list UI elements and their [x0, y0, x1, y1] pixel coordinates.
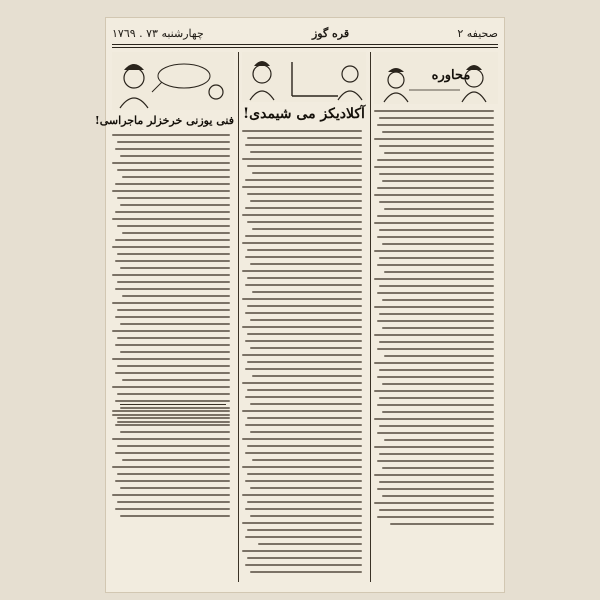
text-line [382, 495, 494, 497]
text-line [112, 386, 230, 388]
text-line [382, 180, 494, 182]
text-line [120, 487, 230, 489]
text-line [115, 424, 230, 426]
text-line [245, 452, 362, 454]
text-line [379, 397, 494, 399]
text-line [374, 222, 494, 224]
text-line [112, 410, 230, 412]
text-line [247, 361, 362, 363]
text-line [377, 187, 494, 189]
text-line [382, 299, 494, 301]
text-line [250, 515, 362, 517]
text-line [245, 256, 362, 258]
text-line [117, 417, 230, 419]
text-line [117, 225, 230, 227]
text-line [242, 186, 362, 188]
text-line [379, 229, 494, 231]
text-line [115, 260, 230, 262]
text-line [115, 452, 230, 454]
text-line [117, 473, 230, 475]
column-rule-right [370, 52, 371, 582]
text-line [382, 243, 494, 245]
text-line [242, 158, 362, 160]
text-line [245, 424, 362, 426]
text-line [377, 404, 494, 406]
masthead-issue-label: چهارشنبه ۷۳ . ١٧٦٩ [112, 26, 204, 40]
text-line [377, 292, 494, 294]
text-line [245, 235, 362, 237]
text-line [117, 445, 230, 447]
text-line [117, 141, 230, 143]
text-line [374, 362, 494, 364]
text-line [382, 327, 494, 329]
text-line [242, 326, 362, 328]
text-line [384, 208, 494, 210]
text-line [252, 375, 362, 377]
text-line [250, 403, 362, 405]
text-line [377, 264, 494, 266]
text-line [379, 453, 494, 455]
text-line [374, 306, 494, 308]
text-line [250, 487, 362, 489]
text-line [377, 432, 494, 434]
text-line [122, 295, 230, 297]
text-line [245, 144, 362, 146]
text-line [374, 250, 494, 252]
text-line [242, 382, 362, 384]
text-line [377, 159, 494, 161]
text-line [242, 298, 362, 300]
text-line [247, 445, 362, 447]
text-line [122, 176, 230, 178]
text-line [247, 165, 362, 167]
text-line [112, 246, 230, 248]
text-line [120, 407, 230, 409]
text-line [377, 215, 494, 217]
text-line [242, 522, 362, 524]
text-line [382, 131, 494, 133]
text-line [247, 277, 362, 279]
left-column-text-2 [112, 410, 234, 522]
text-line [382, 467, 494, 469]
text-line [247, 249, 362, 251]
left-illustration [112, 52, 234, 110]
text-line [242, 270, 362, 272]
text-line [258, 543, 362, 545]
text-line [112, 190, 230, 192]
masthead-page-label: صحيفه ٢ [457, 26, 498, 40]
column-left [94, 52, 234, 584]
text-line [374, 166, 494, 168]
text-line [242, 438, 362, 440]
text-line [245, 340, 362, 342]
masthead-rule [112, 44, 498, 45]
text-line [115, 400, 230, 402]
text-line [247, 221, 362, 223]
masthead [112, 24, 498, 42]
center-illustration-drawing [242, 52, 366, 102]
text-line [247, 529, 362, 531]
text-line [117, 281, 230, 283]
text-line [242, 466, 362, 468]
center-column-heading: آكلاديكز مى شيمدى! [243, 106, 365, 122]
text-line [120, 431, 230, 433]
text-line [115, 316, 230, 318]
text-line [384, 152, 494, 154]
text-line [117, 501, 230, 503]
text-line [247, 473, 362, 475]
text-line [390, 523, 494, 525]
text-line [242, 130, 362, 132]
text-line [112, 358, 230, 360]
text-line [117, 393, 230, 395]
text-line [245, 508, 362, 510]
text-line [250, 151, 362, 153]
column-rule-left [238, 52, 239, 582]
text-line [384, 271, 494, 273]
text-line [117, 197, 230, 199]
text-line [112, 494, 230, 496]
text-line [245, 179, 362, 181]
text-line [382, 411, 494, 413]
text-line [112, 302, 230, 304]
text-line [252, 291, 362, 293]
text-line [374, 446, 494, 448]
text-line [379, 425, 494, 427]
text-line [250, 263, 362, 265]
text-line [374, 334, 494, 336]
text-line [247, 305, 362, 307]
text-line [115, 239, 230, 241]
text-line [120, 515, 230, 517]
text-line [117, 169, 230, 171]
text-line [250, 571, 362, 573]
left-column-text [112, 134, 234, 428]
text-line [115, 372, 230, 374]
text-line [245, 368, 362, 370]
text-line [250, 347, 362, 349]
text-line [245, 284, 362, 286]
text-line [379, 145, 494, 147]
text-line [115, 288, 230, 290]
text-line [377, 320, 494, 322]
text-line [379, 117, 494, 119]
text-line [377, 488, 494, 490]
text-line [112, 218, 230, 220]
text-line [120, 267, 230, 269]
text-line [242, 410, 362, 412]
text-line [115, 211, 230, 213]
text-line [250, 200, 362, 202]
text-line [379, 369, 494, 371]
center-column-text [242, 130, 366, 578]
text-line [245, 207, 362, 209]
column-center [242, 52, 366, 584]
text-line [377, 460, 494, 462]
text-line [247, 417, 362, 419]
text-line [247, 193, 362, 195]
text-line [120, 204, 230, 206]
text-line [382, 383, 494, 385]
text-line [245, 536, 362, 538]
text-line [120, 323, 230, 325]
text-line [379, 313, 494, 315]
text-line [250, 431, 362, 433]
text-line [377, 348, 494, 350]
text-line [374, 194, 494, 196]
text-line [112, 162, 230, 164]
text-line [115, 480, 230, 482]
text-line [115, 344, 230, 346]
text-line [374, 418, 494, 420]
text-line [120, 155, 230, 157]
text-line [247, 333, 362, 335]
text-line [377, 236, 494, 238]
center-illustration [242, 52, 366, 102]
text-line [112, 330, 230, 332]
right-column-heading: محاوره [431, 68, 471, 83]
text-line [242, 550, 362, 552]
text-line [377, 376, 494, 378]
text-line [112, 134, 230, 136]
masthead-title: قره گوز [311, 26, 350, 40]
text-line [117, 309, 230, 311]
text-line [374, 474, 494, 476]
text-line [379, 173, 494, 175]
right-column-text [374, 110, 498, 530]
text-line [384, 355, 494, 357]
newspaper-page [94, 18, 504, 592]
text-line [120, 351, 230, 353]
text-line [247, 389, 362, 391]
text-line [377, 516, 494, 518]
masthead-rule-thin [112, 47, 498, 48]
text-line [117, 337, 230, 339]
text-line [115, 183, 230, 185]
text-line [122, 232, 230, 234]
text-line [252, 228, 362, 230]
column-right [374, 52, 498, 584]
text-line [374, 390, 494, 392]
text-line [112, 438, 230, 440]
text-line [250, 319, 362, 321]
text-line [122, 459, 230, 461]
text-line [112, 274, 230, 276]
text-line [374, 278, 494, 280]
text-line [112, 466, 230, 468]
text-line [247, 501, 362, 503]
text-line [247, 137, 362, 139]
text-line [115, 148, 230, 150]
text-line [379, 509, 494, 511]
text-line [379, 257, 494, 259]
text-line [374, 138, 494, 140]
text-line [252, 172, 362, 174]
text-line [242, 242, 362, 244]
text-line [117, 365, 230, 367]
text-line [384, 439, 494, 441]
text-line [379, 285, 494, 287]
text-line [377, 124, 494, 126]
text-line [115, 508, 230, 510]
text-line [247, 557, 362, 559]
text-line [242, 494, 362, 496]
left-illustration-drawing [112, 52, 234, 110]
text-line [245, 480, 362, 482]
text-line [379, 341, 494, 343]
text-line [379, 201, 494, 203]
text-line [242, 214, 362, 216]
text-line [374, 502, 494, 504]
text-line [252, 459, 362, 461]
text-line [374, 110, 494, 112]
text-line [245, 312, 362, 314]
left-column-heading: فنى يوزنى خرخزلر ماجراسى! [94, 114, 234, 127]
left-column-separator [120, 404, 226, 405]
text-line [242, 354, 362, 356]
text-line [245, 564, 362, 566]
text-line [122, 379, 230, 381]
text-line [117, 253, 230, 255]
text-line [245, 396, 362, 398]
text-line [379, 481, 494, 483]
